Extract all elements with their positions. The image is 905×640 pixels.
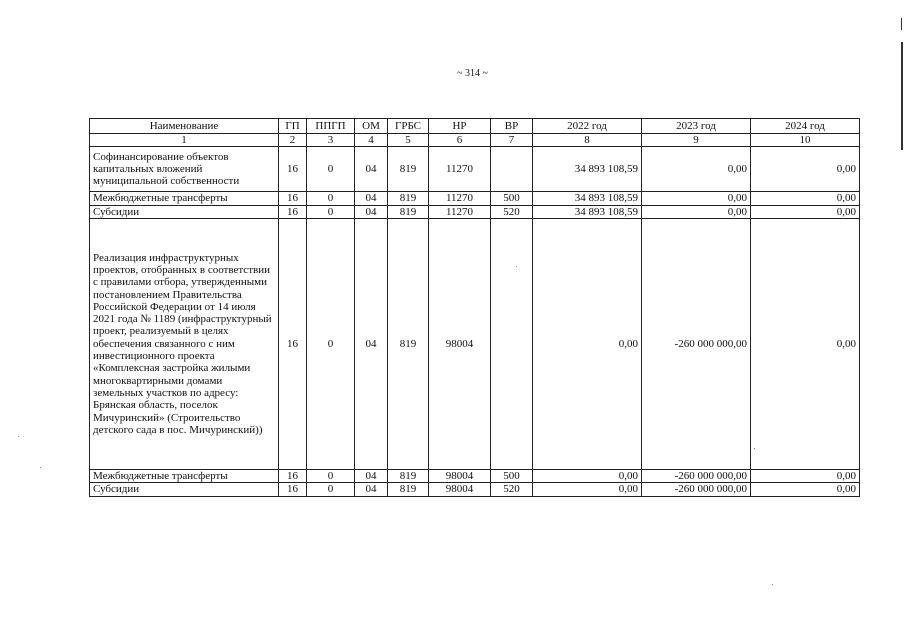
nr-cell: 98004	[429, 469, 491, 482]
column-header: ВР	[491, 119, 533, 134]
grbs-cell: 819	[388, 469, 429, 482]
nr-cell: 98004	[429, 483, 491, 496]
column-number: 4	[355, 134, 388, 147]
om-cell: 04	[355, 218, 388, 469]
column-header: Наименование	[90, 119, 279, 134]
column-number: 2	[279, 134, 307, 147]
amount-2023: -260 000 000,00	[642, 218, 751, 469]
column-number-row	[90, 134, 860, 147]
column-number: 8	[533, 134, 642, 147]
vr-cell	[491, 218, 533, 469]
vr-cell: 500	[491, 192, 533, 205]
amount-2024: 0,00	[751, 205, 860, 218]
om-cell: 04	[355, 205, 388, 218]
column-header: ГРБС	[388, 119, 429, 134]
budget-table	[89, 118, 860, 497]
gp-cell: 16	[279, 192, 307, 205]
gp-cell: 16	[279, 483, 307, 496]
grbs-cell: 819	[388, 205, 429, 218]
nr-cell: 11270	[429, 147, 491, 192]
amount-2022: 34 893 108,59	[533, 205, 642, 218]
amount-2023: 0,00	[642, 147, 751, 192]
table-row	[90, 483, 860, 496]
ppgp-cell: 0	[307, 147, 355, 192]
gp-cell: 16	[279, 205, 307, 218]
ppgp-cell: 0	[307, 483, 355, 496]
item-name: Межбюджетные трансферты	[90, 192, 279, 205]
column-header: 2024 год	[751, 119, 860, 134]
ppgp-cell: 0	[307, 469, 355, 482]
scan-edge-mark	[901, 42, 903, 150]
scan-speck	[18, 436, 19, 437]
column-number: 1	[90, 134, 279, 147]
table-row	[90, 218, 860, 469]
column-header: ГП	[279, 119, 307, 134]
amount-2024: 0,00	[751, 147, 860, 192]
scan-speck	[772, 584, 773, 585]
table-row	[90, 205, 860, 218]
amount-2023: 0,00	[642, 205, 751, 218]
om-cell: 04	[355, 483, 388, 496]
item-name: Софинансирование объектов капитальных вложений муниципальной собственности	[90, 147, 279, 192]
item-name: Реализация инфраструктурных проектов, отобранных в соответствии с правилами отбора, утвержденными постановлением Правительства Российской Федерации от 14 июля 2021 года № 1189 (инфраструктурный проект, реализуемый в целях обеспечения связанного с ним инвестиционного проекта «Комплексная застройка жилыми многоквартирными домами земельных участков по адресу: Брянская область, поселок Мичуринский» (Строительство детского сада в пос. Мичуринский))	[90, 218, 279, 469]
amount-2023: -260 000 000,00	[642, 469, 751, 482]
gp-cell: 16	[279, 218, 307, 469]
ppgp-cell: 0	[307, 192, 355, 205]
column-number: 3	[307, 134, 355, 147]
column-number: 6	[429, 134, 491, 147]
table-row	[90, 147, 860, 192]
amount-2024: 0,00	[751, 192, 860, 205]
gp-cell: 16	[279, 469, 307, 482]
page-number: ~ 314 ~	[457, 68, 488, 79]
table-row	[90, 469, 860, 482]
amount-2022: 34 893 108,59	[533, 192, 642, 205]
column-header: НР	[429, 119, 491, 134]
column-header: 2023 год	[642, 119, 751, 134]
table-row	[90, 192, 860, 205]
amount-2022: 0,00	[533, 483, 642, 496]
column-number: 5	[388, 134, 429, 147]
scan-speck	[40, 467, 41, 468]
nr-cell: 11270	[429, 205, 491, 218]
amount-2022: 0,00	[533, 218, 642, 469]
amount-2023: 0,00	[642, 192, 751, 205]
grbs-cell: 819	[388, 218, 429, 469]
om-cell: 04	[355, 192, 388, 205]
amount-2024: 0,00	[751, 218, 860, 469]
item-name: Субсидии	[90, 483, 279, 496]
column-header: 2022 год	[533, 119, 642, 134]
item-name: Межбюджетные трансферты	[90, 469, 279, 482]
table-header-row	[90, 119, 860, 134]
ppgp-cell: 0	[307, 218, 355, 469]
nr-cell: 11270	[429, 192, 491, 205]
column-header: ОМ	[355, 119, 388, 134]
amount-2022: 34 893 108,59	[533, 147, 642, 192]
amount-2024: 0,00	[751, 469, 860, 482]
scan-edge-mark	[901, 18, 902, 30]
item-name: Субсидии	[90, 205, 279, 218]
grbs-cell: 819	[388, 192, 429, 205]
amount-2024: 0,00	[751, 483, 860, 496]
amount-2022: 0,00	[533, 469, 642, 482]
vr-cell: 500	[491, 469, 533, 482]
grbs-cell: 819	[388, 147, 429, 192]
nr-cell: 98004	[429, 218, 491, 469]
vr-cell: 520	[491, 205, 533, 218]
column-header: ППГП	[307, 119, 355, 134]
vr-cell	[491, 147, 533, 192]
grbs-cell: 819	[388, 483, 429, 496]
gp-cell: 16	[279, 147, 307, 192]
om-cell: 04	[355, 147, 388, 192]
vr-cell: 520	[491, 483, 533, 496]
column-number: 7	[491, 134, 533, 147]
column-number: 10	[751, 134, 860, 147]
column-number: 9	[642, 134, 751, 147]
om-cell: 04	[355, 469, 388, 482]
amount-2023: -260 000 000,00	[642, 483, 751, 496]
ppgp-cell: 0	[307, 205, 355, 218]
